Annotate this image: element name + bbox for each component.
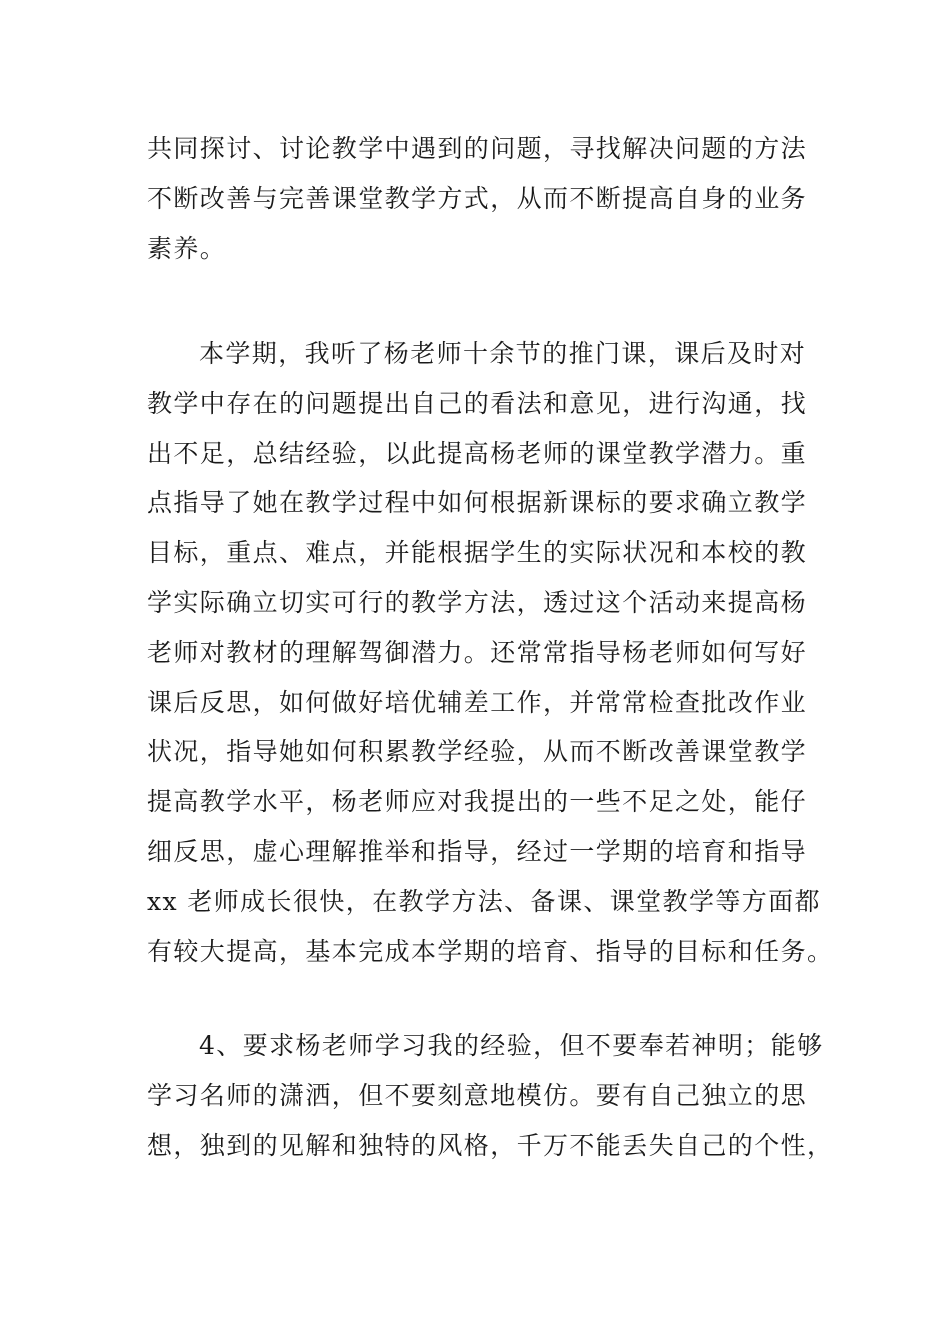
text-line: 有较大提高，基本完成本学期的培育、指导的目标和任务。 (147, 936, 834, 966)
text-line: 教学中存在的问题提出自己的看法和意见，进行沟通，找 (147, 388, 808, 418)
text-line: 不断改善与完善课堂教学方式，从而不断提高自身的业务 (147, 183, 808, 213)
paragraph-2 (147, 329, 834, 976)
text-line: 课后反思，如何做好培优辅差工作，并常常检查批改作业 (147, 687, 808, 717)
paragraph-1 (147, 124, 812, 273)
text-line: 状况，指导她如何积累教学经验，从而不断改善课堂教学 (147, 737, 808, 767)
text-line: 老师对教材的理解驾御潜力。还常常指导杨老师如何写好 (147, 637, 808, 667)
text-line: 本学期，我听了杨老师十余节的推门课，课后及时对 (199, 339, 807, 368)
text-line: 想，独到的见解和独特的风格，千万不能丢失自己的个性， (147, 1130, 834, 1160)
text-line: 素养。 (147, 233, 227, 263)
text-line: 学实际确立切实可行的教学方法，透过这个活动来提高杨 (147, 587, 808, 617)
text-line: 目标，重点、难点，并能根据学生的实际状况和本校的教 (147, 538, 808, 568)
paragraph-3 (147, 1021, 834, 1170)
text-line: xx 老师成长很快，在教学方法、备课、课堂教学等方面都 (147, 886, 821, 916)
text-line: 共同探讨、讨论教学中遇到的问题，寻找解决问题的方法 (147, 134, 808, 163)
text-line: 4、要求杨老师学习我的经验，但不要奉若神明；能够 (199, 1031, 824, 1060)
text-line: 学习名师的潇洒，但不要刻意地模仿。要有自己独立的思 (147, 1080, 808, 1110)
text-line: 细反思，虚心理解推举和指导，经过一学期的培育和指导 (147, 836, 808, 866)
text-line: 出不足，总结经验，以此提高杨老师的课堂教学潜力。重 (147, 438, 808, 468)
text-line: 提高教学水平，杨老师应对我提出的一些不足之处，能仔 (147, 787, 808, 817)
text-line: 点指导了她在教学过程中如何根据新课标的要求确立教学 (147, 488, 808, 518)
